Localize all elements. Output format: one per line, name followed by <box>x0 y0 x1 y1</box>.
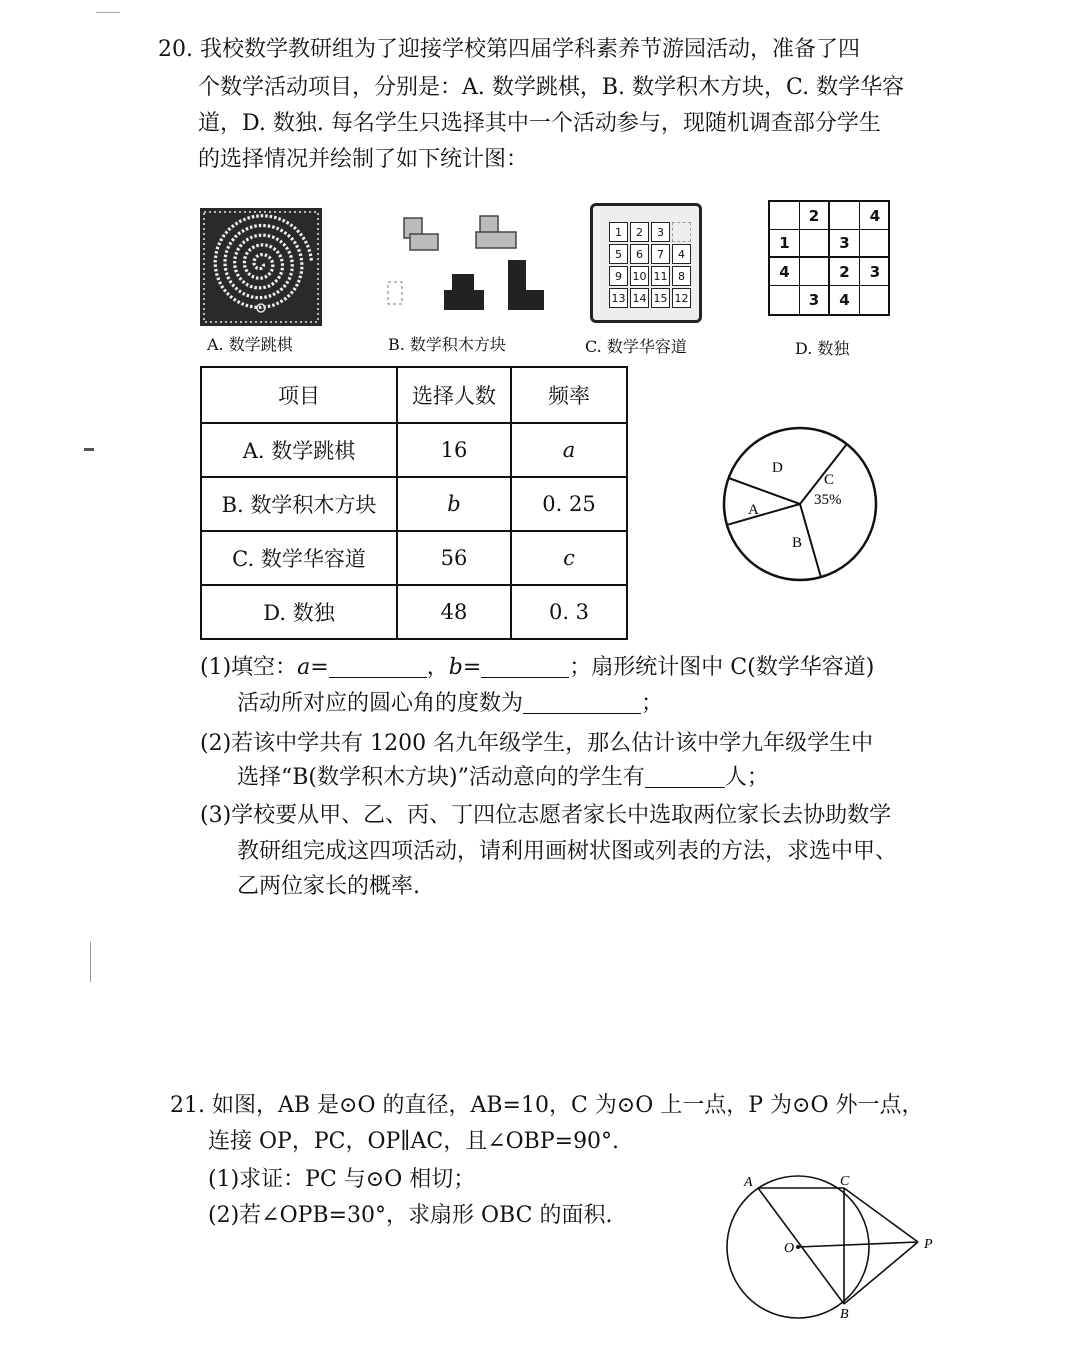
sub1-prefix: (1)填空： <box>200 655 298 680</box>
huarong-tile: 11 <box>651 266 670 286</box>
circle-tangent-figure <box>720 1170 950 1320</box>
sudoku-cell: 4 <box>770 258 800 286</box>
sudoku-cell <box>770 202 800 230</box>
q20-sub1-line2 <box>237 686 663 722</box>
table-row <box>201 423 627 477</box>
caption-a: A. 数学跳棋 <box>207 335 293 354</box>
pie-label-a: A <box>748 502 759 518</box>
answer-blank-b[interactable] <box>481 655 569 678</box>
segment-pb <box>844 1242 918 1304</box>
sudoku-cell <box>860 230 890 258</box>
sudoku-cell: 3 <box>830 230 860 258</box>
answer-blank-a[interactable] <box>329 655 427 678</box>
point-label-b: B <box>840 1307 849 1320</box>
sub1-comma: ， <box>426 655 449 680</box>
table-cell-count: 56 <box>397 531 511 585</box>
table-row <box>201 477 627 531</box>
math-blocks-image <box>380 212 550 320</box>
table-cell-item: C. 数学华容道 <box>201 531 397 585</box>
huarong-tile: 7 <box>651 244 670 264</box>
frequency-table <box>200 366 628 640</box>
table-cell-frequency: a <box>511 423 627 477</box>
table-row <box>201 585 627 639</box>
q20-sub3-line3: 乙两位家长的概率. <box>237 874 420 899</box>
sudoku-cell <box>800 230 830 258</box>
table-cell-frequency: 0. 25 <box>511 477 627 531</box>
table-cell-frequency: c <box>511 531 627 585</box>
sudoku-cell: 4 <box>860 202 890 230</box>
pie-label-d: D <box>772 460 783 476</box>
sudoku-cell: 3 <box>860 258 890 286</box>
q21-line-4: (2)若∠OPB=30°，求扇形 OBC 的面积. <box>208 1203 613 1228</box>
sudoku-cell: 4 <box>830 286 860 314</box>
pie-chart <box>720 424 890 594</box>
pie-label-c: C <box>824 472 835 488</box>
scan-speck <box>84 448 94 451</box>
sudoku-cell: 1 <box>770 230 800 258</box>
sub2-text: 选择“B(数学积木方块)”活动意向的学生有 <box>237 765 645 790</box>
segment-pc <box>844 1188 918 1242</box>
q20-line-1: 20. 我校数学教研组为了迎接学校第四届学科素养节游园活动，准备了四 <box>158 37 860 62</box>
table-header-item: 项目 <box>201 367 397 423</box>
point-label-o: O <box>784 1241 795 1256</box>
huarong-puzzle-image <box>590 203 702 323</box>
pie-divider-ab <box>727 504 800 525</box>
huarong-tile: 15 <box>651 288 670 308</box>
sudoku-cell <box>830 202 860 230</box>
answer-blank-count[interactable] <box>645 765 725 788</box>
huarong-tile: 9 <box>609 266 628 286</box>
caption-c: C. 数学华容道 <box>585 337 687 356</box>
point-label-p: P <box>924 1237 933 1252</box>
huarong-tile: 13 <box>609 288 628 308</box>
huarong-tile: 8 <box>672 266 691 286</box>
sudoku-cell <box>770 286 800 314</box>
table-cell-item: D. 数独 <box>201 585 397 639</box>
huarong-tile: 14 <box>630 288 649 308</box>
pie-label-b: B <box>792 535 803 551</box>
point-label-c: C <box>840 1174 850 1189</box>
pie-divider-da <box>729 478 800 504</box>
huarong-tile <box>672 222 691 242</box>
huarong-tile: 12 <box>672 288 691 308</box>
caption-d: D. 数独 <box>795 339 850 358</box>
huarong-tile: 10 <box>630 266 649 286</box>
sudoku-cell: 2 <box>800 202 830 230</box>
q20-line-4: 的选择情况并绘制了如下统计图： <box>198 147 529 172</box>
pie-divider-bc <box>800 504 821 577</box>
huarong-tile: 5 <box>609 244 628 264</box>
sub1-a-label: a= <box>297 655 329 680</box>
q20-line-2: 个数学活动项目，分别是：A. 数学跳棋，B. 数学积木方块，C. 数学华容 <box>198 75 905 100</box>
sudoku-cell <box>800 258 830 286</box>
sub1-end: ； <box>641 691 664 716</box>
q20-sub3-line1: (3)学校要从甲、乙、丙、丁四位志愿者家长中选取两位家长去协助数学 <box>200 803 892 828</box>
huarong-tile: 4 <box>672 244 691 264</box>
answer-blank-angle[interactable] <box>523 691 641 714</box>
point-label-a: A <box>744 1175 753 1190</box>
table-header-frequency: 频率 <box>511 367 627 423</box>
sub1-b-label: b= <box>448 655 482 680</box>
sudoku-cell: 3 <box>800 286 830 314</box>
q20-sub1-line1 <box>200 650 874 686</box>
table-header-count: 选择人数 <box>397 367 511 423</box>
q21-line-2: 连接 OP，PC，OP∥AC，且∠OBP=90°. <box>208 1129 620 1154</box>
q21-line-1: 21. 如图，AB 是⊙O 的直径，AB=10，C 为⊙O 上一点，P 为⊙O 外一点， <box>170 1093 924 1118</box>
scan-speck <box>90 942 91 982</box>
huarong-tile: 6 <box>630 244 649 264</box>
table-cell-item: B. 数学积木方块 <box>201 477 397 531</box>
table-row <box>201 531 627 585</box>
q21-line-3: (1)求证：PC 与⊙O 相切； <box>208 1167 476 1192</box>
q20-sub2-line2 <box>237 760 769 796</box>
huarong-tile: 3 <box>651 222 670 242</box>
q20-sub2-line1: (2)若该中学共有 1200 名九年级学生，那么估计该中学九年级学生中 <box>200 731 874 756</box>
scan-speck <box>96 12 120 13</box>
sub1-angle-text: 活动所对应的圆心角的度数为 <box>237 691 524 716</box>
table-cell-frequency: 0. 3 <box>511 585 627 639</box>
huarong-tile: 1 <box>609 222 628 242</box>
caption-b: B. 数学积木方块 <box>388 335 506 354</box>
table-cell-item: A. 数学跳棋 <box>201 423 397 477</box>
sudoku-cell <box>860 286 890 314</box>
spiral-checkers-image <box>200 208 322 326</box>
sudoku-cell: 2 <box>830 258 860 286</box>
pie-label-c-percent: 35% <box>814 492 842 508</box>
sub2-end: 人； <box>724 765 769 790</box>
sudoku-image <box>768 200 890 314</box>
table-cell-count: b <box>397 477 511 531</box>
q20-sub3-line2: 教研组完成这四项活动，请利用画树状图或列表的方法，求选中甲、 <box>237 839 898 864</box>
table-cell-count: 48 <box>397 585 511 639</box>
segment-op <box>798 1242 918 1247</box>
sub1-pie-text: ；扇形统计图中 C(数学华容道) <box>569 655 875 680</box>
q20-line-3: 道，D. 数独. 每名学生只选择其中一个活动参与，现随机调查部分学生 <box>198 111 881 136</box>
table-cell-count: 16 <box>397 423 511 477</box>
huarong-tile: 2 <box>630 222 649 242</box>
